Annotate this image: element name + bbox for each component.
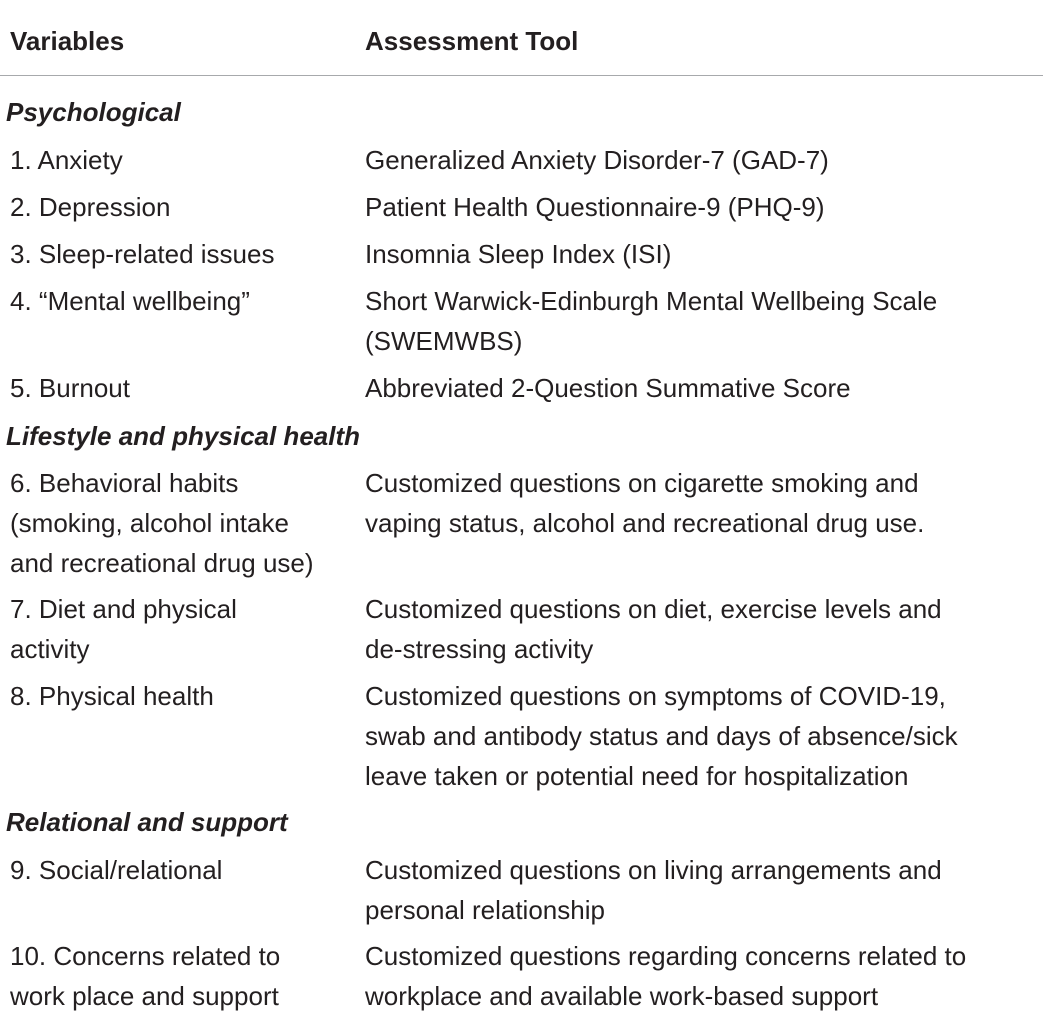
variable-cell: 8. Physical health (10, 681, 214, 711)
variable-cell: 7. Diet and physical activity (10, 594, 237, 664)
section-psychological: Psychological (6, 97, 181, 127)
variable-cell: 2. Depression (10, 192, 171, 222)
tool-cell: Customized questions regarding concerns related to workplace and available work-based support (365, 941, 967, 1011)
tool-cell: Insomnia Sleep Index (ISI) (365, 239, 672, 269)
section-relational-support: Relational and support (6, 807, 288, 837)
variable-cell: 10. Concerns related to work place and support (10, 941, 281, 1011)
tool-cell: Patient Health Questionnaire-9 (PHQ-9) (365, 192, 825, 222)
variable-cell: 9. Social/relational (10, 855, 223, 885)
tool-cell: Customized questions on diet, exercise levels and de-stressing activity (365, 594, 942, 664)
tool-cell: Customized questions on cigarette smoking and vaping status, alcohol and recreational drug use. (365, 468, 925, 538)
tool-cell: Customized questions on living arrangements and personal relationship (365, 855, 942, 925)
section-lifestyle-physical-health: Lifestyle and physical health (6, 421, 360, 451)
tool-cell: Short Warwick-Edinburgh Mental Wellbeing Scale (SWEMWBS) (365, 286, 938, 356)
tool-cell: Generalized Anxiety Disorder-7 (GAD-7) (365, 145, 829, 175)
variable-cell: 3. Sleep-related issues (10, 239, 275, 269)
table-header (0, 0, 1043, 76)
header-variables: Variables (10, 26, 125, 56)
variable-cell: 6. Behavioral habits (smoking, alcohol intake and recreational drug use) (10, 468, 314, 578)
header-assessment-tool: Assessment Tool (365, 26, 579, 56)
tool-cell: Abbreviated 2-Question Summative Score (365, 373, 851, 403)
variable-cell: 5. Burnout (10, 373, 130, 403)
tool-cell: Customized questions on symptoms of COVID-19, swab and antibody status and days of absence/sick leave taken or potential need for hospitalization (365, 681, 958, 791)
variable-cell: 4. “Mental wellbeing” (10, 286, 250, 316)
variable-cell: 1. Anxiety (10, 145, 123, 175)
